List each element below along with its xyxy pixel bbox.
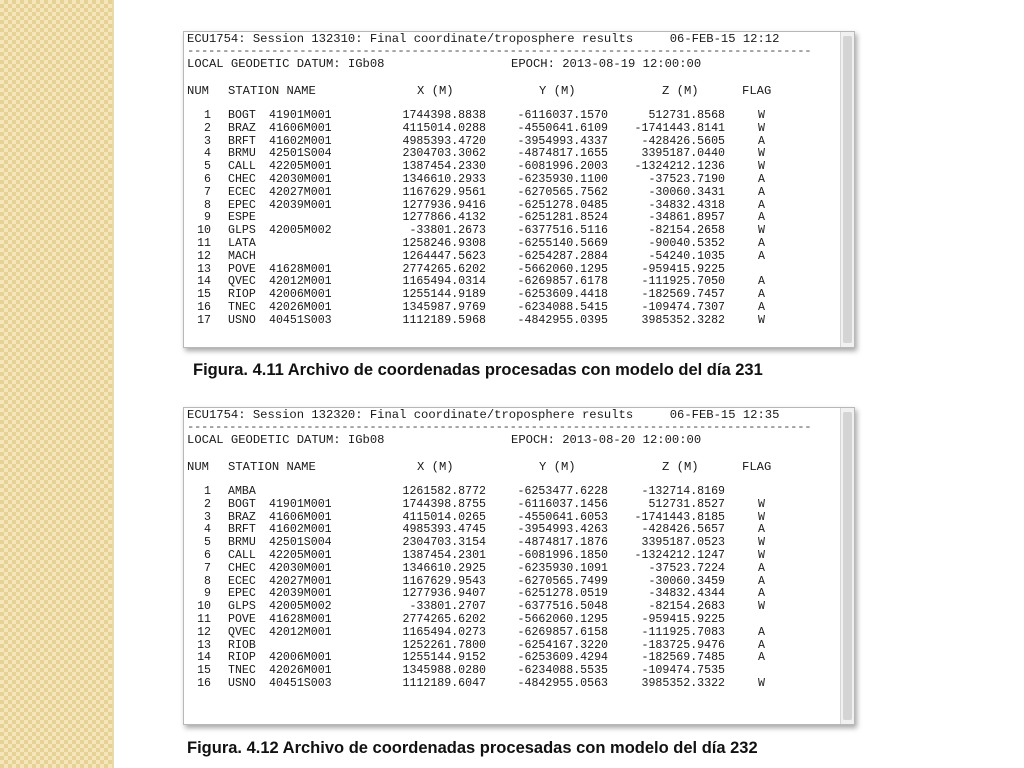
station-code: QVEC — [228, 275, 256, 289]
y-coordinate: -6251278.0519 — [517, 587, 608, 601]
station-flag: W — [758, 600, 765, 614]
table-row — [184, 627, 840, 640]
station-code: ECEC — [228, 185, 256, 199]
x-coordinate: 1261582.8772 — [402, 485, 486, 498]
station-table — [184, 110, 840, 328]
z-coordinate: 3985352.3322 — [641, 676, 725, 690]
station-number: 13 — [197, 638, 211, 652]
station-code: BRAZ — [228, 121, 256, 135]
station-flag: A — [758, 300, 765, 314]
y-coordinate: -6377516.5116 — [517, 224, 608, 238]
station-dome-number: 41901M001 — [269, 497, 332, 511]
station-number: 11 — [197, 612, 211, 626]
x-coordinate: 1255144.9152 — [402, 651, 486, 665]
z-coordinate: -428426.5657 — [641, 523, 725, 537]
z-coordinate: -82154.2683 — [648, 600, 725, 614]
z-coordinate: -37523.7190 — [648, 172, 725, 186]
station-dome-number: 40451S003 — [269, 676, 332, 690]
station-dome-number: 42026M001 — [269, 664, 332, 678]
station-code: LATA — [228, 236, 256, 250]
y-coordinate: -6235930.1091 — [517, 561, 608, 575]
station-flag: A — [758, 236, 765, 250]
station-code: MACH — [228, 249, 256, 263]
station-code: CHEC — [228, 561, 256, 575]
station-flag: W — [758, 510, 765, 524]
session-datetime: 06-FEB-15 12:35 — [669, 408, 780, 422]
x-coordinate: 1277936.9416 — [402, 198, 486, 212]
station-code: GLPS — [228, 224, 256, 238]
y-coordinate: -6251281.8524 — [517, 211, 608, 225]
station-code: BOGT — [228, 109, 256, 122]
station-flag: A — [758, 275, 765, 289]
station-code: RIOP — [228, 651, 256, 665]
results-file-panel-232 — [183, 407, 855, 725]
station-flag: A — [758, 185, 765, 199]
station-number: 7 — [204, 561, 211, 575]
table-row — [184, 225, 840, 238]
z-coordinate: -959415.9225 — [641, 612, 725, 626]
station-dome-number: 42006M001 — [269, 651, 332, 665]
x-coordinate: 1744398.8755 — [402, 497, 486, 511]
scrollbar-thumb[interactable] — [843, 412, 852, 720]
z-coordinate: -30060.3431 — [648, 185, 725, 199]
session-header: ECU1754: Session 132320: Final coordinate/troposphere results 06-FEB-15 12:35 — [187, 408, 780, 422]
column-header-name: STATION NAME — [228, 460, 316, 474]
station-code: USNO — [228, 676, 256, 690]
station-flag: W — [758, 224, 765, 238]
station-number: 14 — [197, 651, 211, 665]
station-flag: W — [758, 497, 765, 511]
column-header-z: Z (M) — [662, 84, 699, 98]
station-dome-number: 41606M001 — [269, 510, 332, 524]
x-coordinate: 4115014.0265 — [402, 510, 486, 524]
z-coordinate: -1741443.8185 — [634, 510, 725, 524]
y-coordinate: -6234088.5535 — [517, 664, 608, 678]
station-dome-number: 42027M001 — [269, 185, 332, 199]
x-coordinate: 1346610.2933 — [402, 172, 486, 186]
table-row — [184, 110, 840, 123]
station-code: AMBA — [228, 485, 256, 498]
z-coordinate: 3395187.0440 — [641, 147, 725, 161]
x-coordinate: 1387454.2301 — [402, 548, 486, 562]
y-coordinate: -6253477.6228 — [517, 485, 608, 498]
column-header-x: X (M) — [417, 460, 454, 474]
z-coordinate: -90040.5352 — [648, 236, 725, 250]
station-dome-number: 42026M001 — [269, 300, 332, 314]
station-flag: A — [758, 211, 765, 225]
z-coordinate: -37523.7224 — [648, 561, 725, 575]
station-number: 14 — [197, 275, 211, 289]
station-code: POVE — [228, 612, 256, 626]
table-row — [184, 614, 840, 627]
y-coordinate: -6269857.6178 — [517, 275, 608, 289]
station-flag: A — [758, 651, 765, 665]
z-coordinate: -182569.7485 — [641, 651, 725, 665]
station-table — [184, 486, 840, 691]
station-dome-number: 42005M002 — [269, 224, 332, 238]
station-number: 9 — [204, 211, 211, 225]
table-row — [184, 678, 840, 691]
y-coordinate: -5662060.1295 — [517, 262, 608, 276]
x-coordinate: 2774265.6202 — [402, 612, 486, 626]
z-coordinate: -959415.9225 — [641, 262, 725, 276]
vertical-scrollbar[interactable] — [840, 32, 854, 347]
vertical-scrollbar[interactable] — [840, 408, 854, 724]
x-coordinate: 4985393.4720 — [402, 134, 486, 148]
table-row — [184, 187, 840, 200]
y-coordinate: -4874817.1655 — [517, 147, 608, 161]
station-code: POVE — [228, 262, 256, 276]
station-dome-number: 42012M001 — [269, 625, 332, 639]
station-number: 6 — [204, 548, 211, 562]
station-code: CALL — [228, 548, 256, 562]
session-header: ECU1754: Session 132310: Final coordinate/troposphere results 06-FEB-15 12:12 — [187, 32, 780, 46]
y-coordinate: -6254167.3220 — [517, 638, 608, 652]
station-dome-number: 42005M002 — [269, 600, 332, 614]
table-row — [184, 302, 840, 315]
scrollbar-thumb[interactable] — [843, 36, 852, 343]
x-coordinate: 2304703.3154 — [402, 536, 486, 550]
y-coordinate: -6081996.2003 — [517, 160, 608, 174]
station-code: TNEC — [228, 664, 256, 678]
x-coordinate: 1277936.9407 — [402, 587, 486, 601]
column-header-y: Y (M) — [539, 460, 576, 474]
column-header-num: NUM — [187, 84, 209, 98]
station-code: TNEC — [228, 300, 256, 314]
station-number: 8 — [204, 198, 211, 212]
x-coordinate: 1346610.2925 — [402, 561, 486, 575]
station-dome-number: 42205M001 — [269, 548, 332, 562]
station-number: 3 — [204, 134, 211, 148]
column-header-y: Y (M) — [539, 84, 576, 98]
y-coordinate: -6116037.1570 — [517, 109, 608, 122]
column-header-z: Z (M) — [662, 460, 699, 474]
z-coordinate: -34832.4344 — [648, 587, 725, 601]
station-code: ECEC — [228, 574, 256, 588]
station-dome-number: 40451S003 — [269, 313, 332, 327]
y-coordinate: -6234088.5415 — [517, 300, 608, 314]
x-coordinate: 1167629.9561 — [402, 185, 486, 199]
z-coordinate: 3395187.0523 — [641, 536, 725, 550]
station-code: RIOP — [228, 288, 256, 302]
station-number: 16 — [197, 676, 211, 690]
z-coordinate: 512731.8568 — [648, 109, 725, 122]
y-coordinate: -3954993.4263 — [517, 523, 608, 537]
station-number: 17 — [197, 313, 211, 327]
station-number: 11 — [197, 236, 211, 250]
station-code: ESPE — [228, 211, 256, 225]
y-coordinate: -6116037.1456 — [517, 497, 608, 511]
station-number: 10 — [197, 600, 211, 614]
station-number: 15 — [197, 664, 211, 678]
station-flag: W — [758, 536, 765, 550]
station-code: BRFT — [228, 523, 256, 537]
x-coordinate: 1255144.9189 — [402, 288, 486, 302]
z-coordinate: 512731.8527 — [648, 497, 725, 511]
column-header-flag: FLAG — [742, 460, 772, 474]
y-coordinate: -6255140.5669 — [517, 236, 608, 250]
station-flag: A — [758, 625, 765, 639]
y-coordinate: -5662060.1295 — [517, 612, 608, 626]
table-row — [184, 123, 840, 136]
station-flag: A — [758, 638, 765, 652]
figure-caption-4-12: Figura. 4.12 Archivo de coordenadas procesadas con modelo del día 232 — [187, 739, 758, 757]
z-coordinate: -183725.9476 — [641, 638, 725, 652]
x-coordinate: 1345988.0280 — [402, 664, 486, 678]
x-coordinate: -33801.2673 — [409, 224, 486, 238]
y-coordinate: -6253609.4418 — [517, 288, 608, 302]
x-coordinate: 1264447.5623 — [402, 249, 486, 263]
x-coordinate: -33801.2707 — [409, 600, 486, 614]
station-code: GLPS — [228, 600, 256, 614]
y-coordinate: -6251278.0485 — [517, 198, 608, 212]
side-pattern-edge — [112, 0, 114, 768]
x-coordinate: 1167629.9543 — [402, 574, 486, 588]
station-dome-number: 42039M001 — [269, 198, 332, 212]
station-number: 9 — [204, 587, 211, 601]
z-coordinate: 3985352.3282 — [641, 313, 725, 327]
figure-caption-4-11: Figura. 4.11 Archivo de coordenadas procesadas con modelo del día 231 — [193, 361, 763, 379]
x-coordinate: 1277866.4132 — [402, 211, 486, 225]
station-flag: A — [758, 172, 765, 186]
x-coordinate: 2304703.3062 — [402, 147, 486, 161]
station-number: 1 — [204, 109, 211, 122]
y-coordinate: -4550641.6053 — [517, 510, 608, 524]
column-header-flag: FLAG — [742, 84, 772, 98]
station-dome-number: 41606M001 — [269, 121, 332, 135]
station-number: 12 — [197, 249, 211, 263]
station-code: RIOB — [228, 638, 256, 652]
station-flag: A — [758, 523, 765, 537]
station-dome-number: 42205M001 — [269, 160, 332, 174]
table-row — [184, 200, 840, 213]
z-coordinate: -30060.3459 — [648, 574, 725, 588]
station-number: 2 — [204, 121, 211, 135]
station-dome-number: 42030M001 — [269, 561, 332, 575]
station-number: 13 — [197, 262, 211, 276]
table-row — [184, 550, 840, 563]
y-coordinate: -6253609.4294 — [517, 651, 608, 665]
station-code: BRMU — [228, 536, 256, 550]
x-coordinate: 1387454.2330 — [402, 160, 486, 174]
station-number: 15 — [197, 288, 211, 302]
x-coordinate: 1345987.9769 — [402, 300, 486, 314]
x-coordinate: 1112189.6047 — [402, 676, 486, 690]
station-number: 6 — [204, 172, 211, 186]
station-flag: W — [758, 313, 765, 327]
datum-label: LOCAL GEODETIC DATUM: IGb08 — [187, 433, 385, 447]
column-header-x: X (M) — [417, 84, 454, 98]
z-coordinate: -109474.7535 — [641, 664, 725, 678]
x-coordinate: 1165494.0273 — [402, 625, 486, 639]
z-coordinate: -111925.7050 — [641, 275, 725, 289]
y-coordinate: -4550641.6109 — [517, 121, 608, 135]
station-number: 5 — [204, 160, 211, 174]
station-dome-number: 41628M001 — [269, 262, 332, 276]
y-coordinate: -6270565.7562 — [517, 185, 608, 199]
table-row — [184, 174, 840, 187]
table-row — [184, 486, 840, 499]
station-dome-number: 42012M001 — [269, 275, 332, 289]
station-number: 5 — [204, 536, 211, 550]
z-coordinate: -1324212.1247 — [634, 548, 725, 562]
station-flag: A — [758, 288, 765, 302]
station-code: BRMU — [228, 147, 256, 161]
station-flag: A — [758, 134, 765, 148]
epoch-label: EPOCH: 2013-08-19 12:00:00 — [511, 57, 702, 71]
y-coordinate: -6235930.1100 — [517, 172, 608, 186]
x-coordinate: 1258246.9308 — [402, 236, 486, 250]
datum-label: LOCAL GEODETIC DATUM: IGb08 — [187, 57, 385, 71]
station-code: BRAZ — [228, 510, 256, 524]
station-number: 2 — [204, 497, 211, 511]
results-file-panel-231 — [183, 31, 855, 348]
separator-line: ----------------------------------------------------------------------------------------- — [187, 44, 812, 58]
station-flag: A — [758, 561, 765, 575]
epoch-label: EPOCH: 2013-08-20 12:00:00 — [511, 433, 702, 447]
station-number: 16 — [197, 300, 211, 314]
station-flag: W — [758, 121, 765, 135]
station-flag: W — [758, 109, 765, 122]
y-coordinate: -4842955.0563 — [517, 676, 608, 690]
z-coordinate: -428426.5605 — [641, 134, 725, 148]
z-coordinate: -132714.8169 — [641, 485, 725, 498]
separator-line: ----------------------------------------------------------------------------------------- — [187, 420, 812, 434]
station-number: 1 — [204, 485, 211, 498]
station-code: BOGT — [228, 497, 256, 511]
x-coordinate: 2774265.6202 — [402, 262, 486, 276]
z-coordinate: -111925.7083 — [641, 625, 725, 639]
station-code: QVEC — [228, 625, 256, 639]
station-number: 4 — [204, 147, 211, 161]
station-dome-number: 42501S004 — [269, 147, 332, 161]
y-coordinate: -6254287.2884 — [517, 249, 608, 263]
station-code: CALL — [228, 160, 256, 174]
z-coordinate: -1324212.1236 — [634, 160, 725, 174]
station-number: 10 — [197, 224, 211, 238]
station-flag: W — [758, 147, 765, 161]
station-code: EPEC — [228, 198, 256, 212]
station-code: CHEC — [228, 172, 256, 186]
decorative-side-pattern — [0, 0, 112, 768]
station-number: 3 — [204, 510, 211, 524]
station-dome-number: 42027M001 — [269, 574, 332, 588]
y-coordinate: -6269857.6158 — [517, 625, 608, 639]
z-coordinate: -182569.7457 — [641, 288, 725, 302]
station-number: 4 — [204, 523, 211, 537]
station-code: BRFT — [228, 134, 256, 148]
x-coordinate: 1252261.7800 — [402, 638, 486, 652]
session-datetime: 06-FEB-15 12:12 — [669, 32, 780, 46]
x-coordinate: 4115014.0288 — [402, 121, 486, 135]
z-coordinate: -34861.8957 — [648, 211, 725, 225]
y-coordinate: -6270565.7499 — [517, 574, 608, 588]
station-dome-number: 42501S004 — [269, 536, 332, 550]
station-number: 7 — [204, 185, 211, 199]
z-coordinate: -109474.7307 — [641, 300, 725, 314]
x-coordinate: 4985393.4745 — [402, 523, 486, 537]
x-coordinate: 1112189.5968 — [402, 313, 486, 327]
station-dome-number: 42006M001 — [269, 288, 332, 302]
station-dome-number: 42030M001 — [269, 172, 332, 186]
station-dome-number: 41602M001 — [269, 523, 332, 537]
y-coordinate: -3954993.4337 — [517, 134, 608, 148]
y-coordinate: -6081996.1850 — [517, 548, 608, 562]
station-dome-number: 42039M001 — [269, 587, 332, 601]
z-coordinate: -1741443.8141 — [634, 121, 725, 135]
y-coordinate: -4842955.0395 — [517, 313, 608, 327]
station-flag: A — [758, 574, 765, 588]
z-coordinate: -82154.2658 — [648, 224, 725, 238]
y-coordinate: -6377516.5048 — [517, 600, 608, 614]
station-number: 8 — [204, 574, 211, 588]
station-number: 12 — [197, 625, 211, 639]
table-row — [184, 499, 840, 512]
table-row — [184, 251, 840, 264]
station-code: USNO — [228, 313, 256, 327]
station-flag: A — [758, 587, 765, 601]
table-row — [184, 563, 840, 576]
z-coordinate: -54240.1035 — [648, 249, 725, 263]
station-dome-number: 41628M001 — [269, 612, 332, 626]
station-flag: W — [758, 676, 765, 690]
table-row — [184, 238, 840, 251]
column-header-name: STATION NAME — [228, 84, 316, 98]
station-dome-number: 41901M001 — [269, 109, 332, 122]
station-flag: A — [758, 249, 765, 263]
table-row — [184, 315, 840, 328]
station-flag: A — [758, 198, 765, 212]
station-dome-number: 41602M001 — [269, 134, 332, 148]
station-flag: W — [758, 548, 765, 562]
station-flag: W — [758, 160, 765, 174]
z-coordinate: -34832.4318 — [648, 198, 725, 212]
x-coordinate: 1744398.8838 — [402, 109, 486, 122]
station-code: EPEC — [228, 587, 256, 601]
y-coordinate: -4874817.1876 — [517, 536, 608, 550]
x-coordinate: 1165494.0314 — [402, 275, 486, 289]
column-header-num: NUM — [187, 460, 209, 474]
